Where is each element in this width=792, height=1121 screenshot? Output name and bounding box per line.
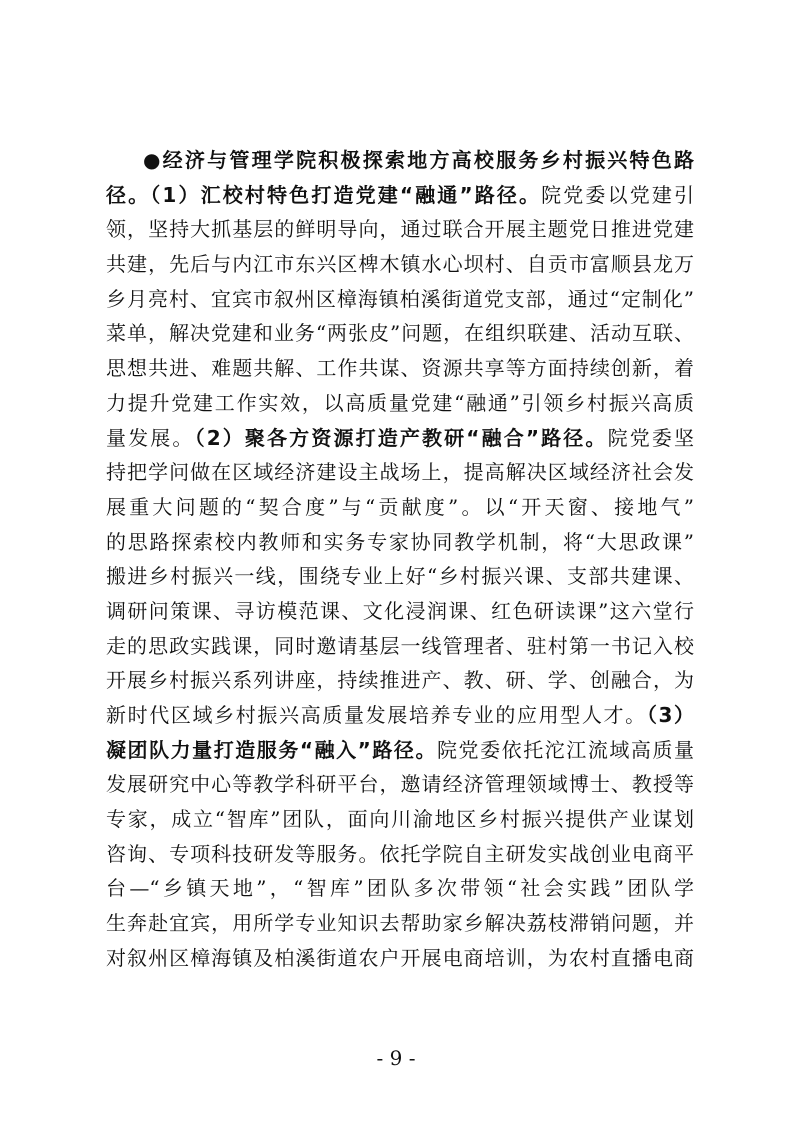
text-segment: 菜单，解决党建和业务“两张皮”问题，在组织联建、活动互联、 [106,321,694,346]
bold-heading-segment: 凝团队力量打造服务“融入”路径。 [106,737,438,762]
text-segment: 领，坚持大抓基层的鲜明导向，通过联合开展主题党日推进党建 [106,217,694,242]
paragraph-line [106,802,694,837]
text-segment: 的思路探索校内教师和实务专家协同教学机制，将“大思政课” [106,529,694,554]
paragraph-line [106,421,694,456]
text-segment: 台—“乡镇天地”，“智库”团队多次带领“社会实践”团队学 [106,876,694,901]
text-segment: 咨询、专项科技研发等服务。依托学院自主研发实战创业电商平 [106,841,694,866]
text-segment: 生奔赴宜宾，用所学专业知识去帮助家乡解决荔枝滞销问题，并 [106,911,694,936]
paragraph-line [106,212,694,247]
text-segment: 乡月亮村、宜宾市叙州区樟海镇柏溪街道党支部，通过“定制化” [106,286,694,311]
text-segment: 新时代区域乡村振兴高质量发展培养专业的应用型人才。 [106,703,647,727]
paragraph-line [106,143,694,178]
text-segment: 共建，先后与内江市东兴区椑木镇水心坝村、自贡市富顺县龙万 [106,252,694,277]
bold-heading-segment: （2）聚各方资源打造产教研“融合”路径。 [194,425,608,450]
text-segment: 展重大问题的“契合度”与“贡献度”。以“开天窗、接地气” [106,494,694,519]
text-segment: 院党委以党建引 [541,182,694,207]
text-segment: 开展乡村振兴系列讲座，持续推进产、教、研、学、创融合，为 [106,668,694,693]
text-segment: 思想共进、难题共解、工作共谋、资源共享等方面持续创新，着 [106,356,694,381]
paragraph-line [106,351,694,386]
text-segment: 走的思政实践课，同时邀请基层一线管理者、驻村第一书记入校 [106,633,694,658]
text-segment: 对叙州区樟海镇及柏溪街道农户开展电商培训，为农村直播电商 [106,945,694,970]
text-segment: 调研问策课、寻访模范课、文化浸润课、红色研读课”这六堂行 [106,598,694,623]
paragraph-line [106,525,694,560]
text-segment: 发展研究中心等教学科研平台，邀请经济管理领域博士、教授等 [106,772,694,797]
paragraph-line [106,386,694,421]
text-segment: 院党委坚 [607,425,694,450]
paragraph-line [106,906,694,941]
paragraph-line [106,559,694,594]
bold-heading-segment: 径。（1）汇校村特色打造党建“融通”路径。 [106,182,542,207]
paragraph-line [106,767,694,802]
text-segment: 搬进乡村振兴一线，围绕专业上好“乡村振兴课、支部共建课、 [106,564,694,589]
paragraph-line [106,282,694,317]
text-segment: 持把学问做在区域经济建设主战场上，提高解决区域经济社会发 [106,460,694,485]
paragraph-line [106,178,694,213]
paragraph-line [106,733,694,768]
paragraph-line [106,698,694,733]
bold-heading-segment: （3） [646,703,694,727]
paragraph-line [106,316,694,351]
text-segment: 院党委依托沱江流域高质量 [437,737,694,762]
paragraph-line [106,871,694,906]
paragraph-line [106,247,694,282]
body-paragraph [106,143,694,976]
paragraph-line [106,455,694,490]
bold-heading-segment: ●经济与管理学院积极探索地方高校服务乡村振兴特色路 [143,148,694,172]
paragraph-line [106,941,694,976]
paragraph-line [106,629,694,664]
page-number: - 9 - [376,1046,416,1070]
text-segment: 专家，成立“智库”团队，面向川渝地区乡村振兴提供产业谋划 [106,807,694,832]
paragraph-line [106,490,694,525]
text-segment: 量发展。 [106,425,195,450]
text-segment: 力提升党建工作实效，以高质量党建“融通”引领乡村振兴高质 [106,390,694,415]
paragraph-line [106,663,694,698]
paragraph-line [106,594,694,629]
paragraph-line [106,837,694,872]
